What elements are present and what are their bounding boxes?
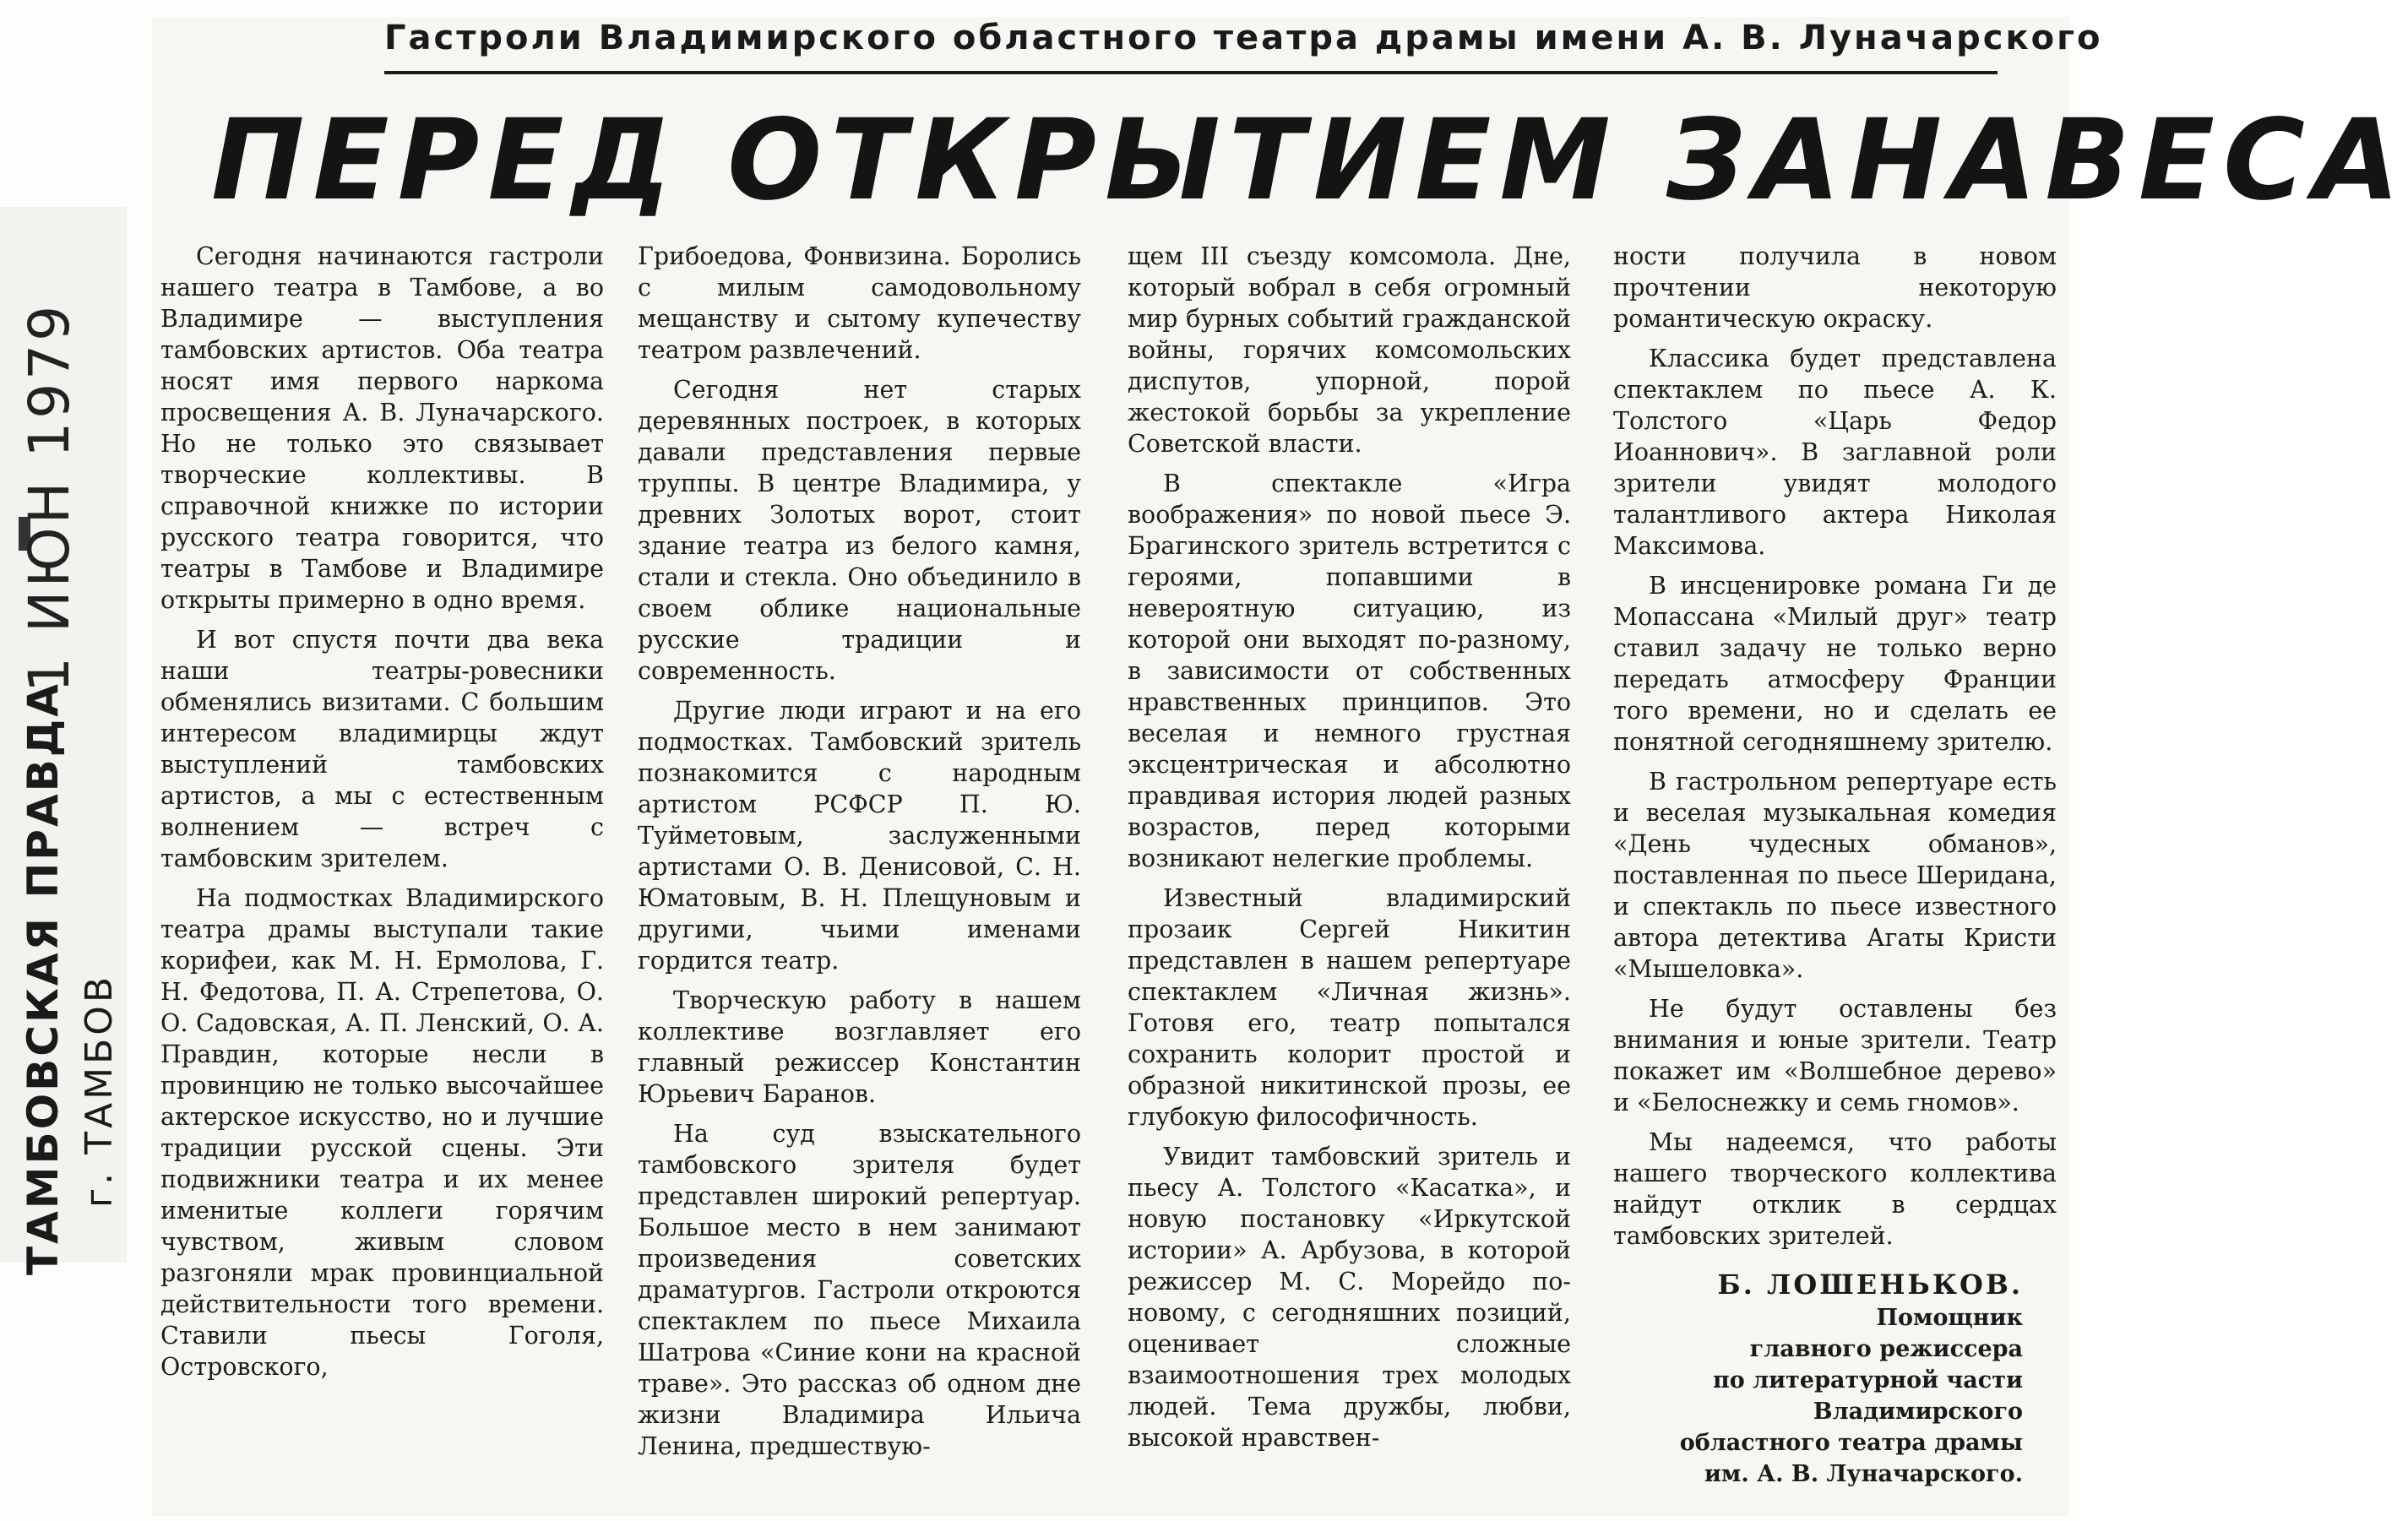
- paragraph: Творческую работу в нашем коллективе возглавляет его главный режиссер Константин Юрьевич Баранов.: [638, 986, 1081, 1108]
- paragraph: Другие люди играют и на его подмостках. Тамбовский зритель познакомится с народным артистом РСФСР П. Ю. Туйметовым, заслуженными артистами О. В. Денисовой, С. Н. Юматовым, В. Н. Плещуновым и другими, чьими именами гордится театр.: [638, 697, 1081, 975]
- paragraph: Грибоедова, Фонвизина. Боролись с милым самодовольному мещанству и сытому купечеству театром развлечений.: [638, 242, 1081, 364]
- author-role-line: областного театра драмы: [1679, 1430, 2023, 1456]
- author-role-line: им. А. В. Луначарского.: [1704, 1461, 2023, 1487]
- paragraph: ности получила в новом прочтении некоторую романтическую окраску.: [1613, 242, 2057, 333]
- newspaper-name: ТАМБОВСКАЯ ПРАВДА: [19, 682, 68, 1275]
- tour-subtitle: Гастроли Владимирского областного театра драмы имени А. В. Луначарского: [384, 19, 1998, 74]
- paragraph: В инсценировке романа Ги де Мопассана «Милый друг» театр ставил задачу не только верно передать атмосферу Франции того времени, но и сделать ее понятной сегодняшнему зрителю.: [1613, 572, 2057, 756]
- paragraph: Мы надеемся, что работы нашего творческого коллектива найдут отклик в сердцах тамбовских зрителей.: [1613, 1128, 2057, 1250]
- article-headline: ПЕРЕД ОТКРЫТИЕМ ЗАНАВЕСА: [211, 95, 2408, 225]
- article-column-1: [160, 241, 604, 1507]
- author-name: Б. ЛОШЕНЬКОВ.: [1717, 1268, 2023, 1301]
- article-column-3: [1128, 241, 1571, 1507]
- paragraph: Не будут оставлены без внимания и юные зрители. Театр покажет им «Волшебное дерево» и «Белоснежку и семь гномов».: [1613, 995, 2057, 1116]
- paragraph: На подмостках Владимирского театра драмы выступали такие корифеи, как М. Н. Ермолова, Г. Н. Федотова, П. А. Стрепетова, О. О. Садовская, А. П. Ленский, О. А. Правдин, которые несли в провинцию не только высочайшее актерское искусство, но и лучшие традиции русской сцены. Эти подвижники театра и их менее именитые коллеги горячим чувством, живым словом разгоняли мрак провинциальной действительности того времени. Ставили пьесы Гоголя, Островского,: [160, 884, 604, 1381]
- paragraph: На суд взыскательного тамбовского зрителя будет представлен широкий репертуар. Большое место в нем занимают произведения советских драматургов. Гастроли откроются спектаклем по пьесе Михаила Шатрова «Синие кони на красной траве». Это рассказ об одном дне жизни Владимира Ильича Ленина, предшествую-: [638, 1120, 1081, 1460]
- author-role-line: Владимирского: [1813, 1399, 2023, 1425]
- author-signature: [1605, 1267, 2023, 1512]
- newspaper-city: г. ТАМБОВ: [78, 973, 121, 1208]
- paragraph: Сегодня начинаются гастроли нашего театра в Тамбове, а во Владимире — выступления тамбовских артистов. Оба театра носят имя первого наркома просвещения А. В. Луначарского. Но не только это связывает творческие коллективы. В справочной книжке по истории русского театра говорится, что театры в Тамбове и Владимире открыты примерно в одно время.: [160, 242, 604, 614]
- article-column-4: [1613, 241, 2057, 1250]
- paragraph: И вот спустя почти два века наши театры-ровесники обменялись визитами. С большим интересом владимирцы ждут выступлений тамбовских артистов, а мы с естественным волнением — встреч с тамбовским зрителем.: [160, 626, 604, 872]
- paragraph: Сегодня нет старых деревянных построек, в которых давали представления первые труппы. В центре Владимира, у древних Золотых ворот, стоит здание театра из белого камня, стали и стекла. Оно объединило в своем облике национальные русские традиции и современность.: [638, 376, 1081, 685]
- author-role-line: главного режиссера: [1749, 1336, 2023, 1362]
- paragraph: В спектакле «Игра воображения» по новой пьесе Э. Брагинского зритель встретится с героями, попавшими в невероятную ситуацию, из которой они выходят по-разному, в зависимости от собственных нравственных принципов. Это веселая и немного грустная эксцентрическая и абсолютно правдивая история людей разных возрастов, перед которыми возникают нелегкие проблемы.: [1128, 470, 1571, 872]
- date-stamp: 1 ИЮН 1979: [17, 301, 82, 693]
- article-column-2: [638, 241, 1081, 1507]
- paragraph: щем III съезду комсомола. Дне, который вобрал в себя огромный мир бурных событий гражданской войны, горячих комсомольских диспутов, упорной, порой жестокой борьбы за укрепление Советской власти.: [1128, 242, 1571, 458]
- paragraph: В гастрольном репертуаре есть и веселая музыкальная комедия «День чудесных обманов», поставленная по пьесе Шеридана, и спектакль по пьесе известного автора детектива Агаты Кристи «Мышеловка».: [1613, 768, 2057, 983]
- paragraph: Классика будет представлена спектаклем по пьесе А. К. Толстого «Царь Федор Иоаннович». В заглавной роли зрители увидят молодого талантливого актера Николая Максимова.: [1613, 345, 2057, 560]
- author-role-line: Помощник: [1876, 1305, 2023, 1331]
- author-role-line: по литературной части: [1712, 1367, 2023, 1393]
- paragraph: Увидит тамбовский зритель и пьесу А. Толстого «Касатка», и новую постановку «Иркутской истории» А. Арбузова, в которой режиссер М. С. Морейдо по-новому, с сегодняшних позиций, оценивает сложные взаимоотношения трех молодых людей. Тема дружбы, любви, высокой нравствен-: [1128, 1143, 1571, 1452]
- paragraph: Известный владимирский прозаик Сергей Никитин представлен в нашем репертуаре спектаклем «Личная жизнь». Готовя его, театр попытался сохранить колорит простой и образной никитинской прозы, ее глубокую философичность.: [1128, 884, 1571, 1131]
